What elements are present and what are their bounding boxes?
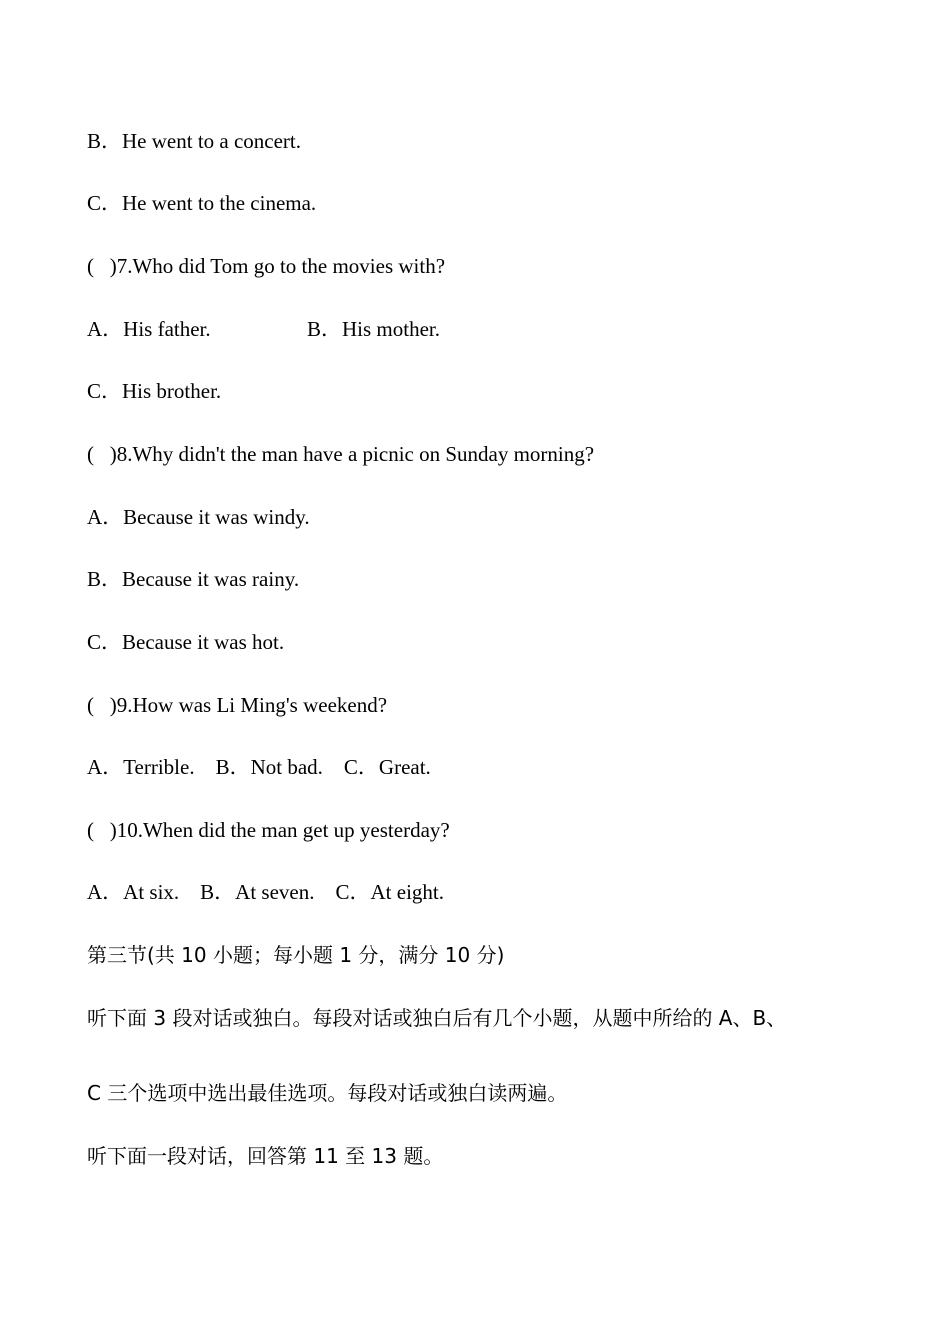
option-7b: B．His mother. <box>307 317 441 341</box>
question-9: ( )9.How was Li Ming's weekend? <box>87 693 388 717</box>
option-6c: C．He went to the cinema. <box>87 191 317 215</box>
options-9: A．Terrible. B．Not bad. C．Great. <box>87 755 431 779</box>
instruction-line-3: 听下面一段对话，回答第 11 至 13 题。 <box>87 1144 444 1168</box>
instruction-line-2: C 三个选项中选出最佳选项。每段对话或独白读两遍。 <box>87 1081 568 1105</box>
option-8b: B．Because it was rainy. <box>87 567 300 591</box>
option-8a: A．Because it was windy. <box>87 505 310 529</box>
option-6b: B．He went to a concert. <box>87 129 302 153</box>
option-8c: C．Because it was hot. <box>87 630 285 654</box>
question-8: ( )8.Why didn't the man have a picnic on Sunday morning? <box>87 442 595 466</box>
question-7: ( )7.Who did Tom go to the movies with? <box>87 254 446 278</box>
options-10: A．At six. B．At seven. C．At eight. <box>87 880 444 904</box>
instruction-line-1: 听下面 3 段对话或独白。每段对话或独白后有几个小题，从题中所给的 A、B、 <box>87 1006 787 1030</box>
option-7c: C．His brother. <box>87 379 222 403</box>
section-3-heading: 第三节(共 10 小题；每小题 1 分，满分 10 分) <box>87 943 505 967</box>
option-7a: A．His father. <box>87 317 211 341</box>
question-10: ( )10.When did the man get up yesterday? <box>87 818 450 842</box>
